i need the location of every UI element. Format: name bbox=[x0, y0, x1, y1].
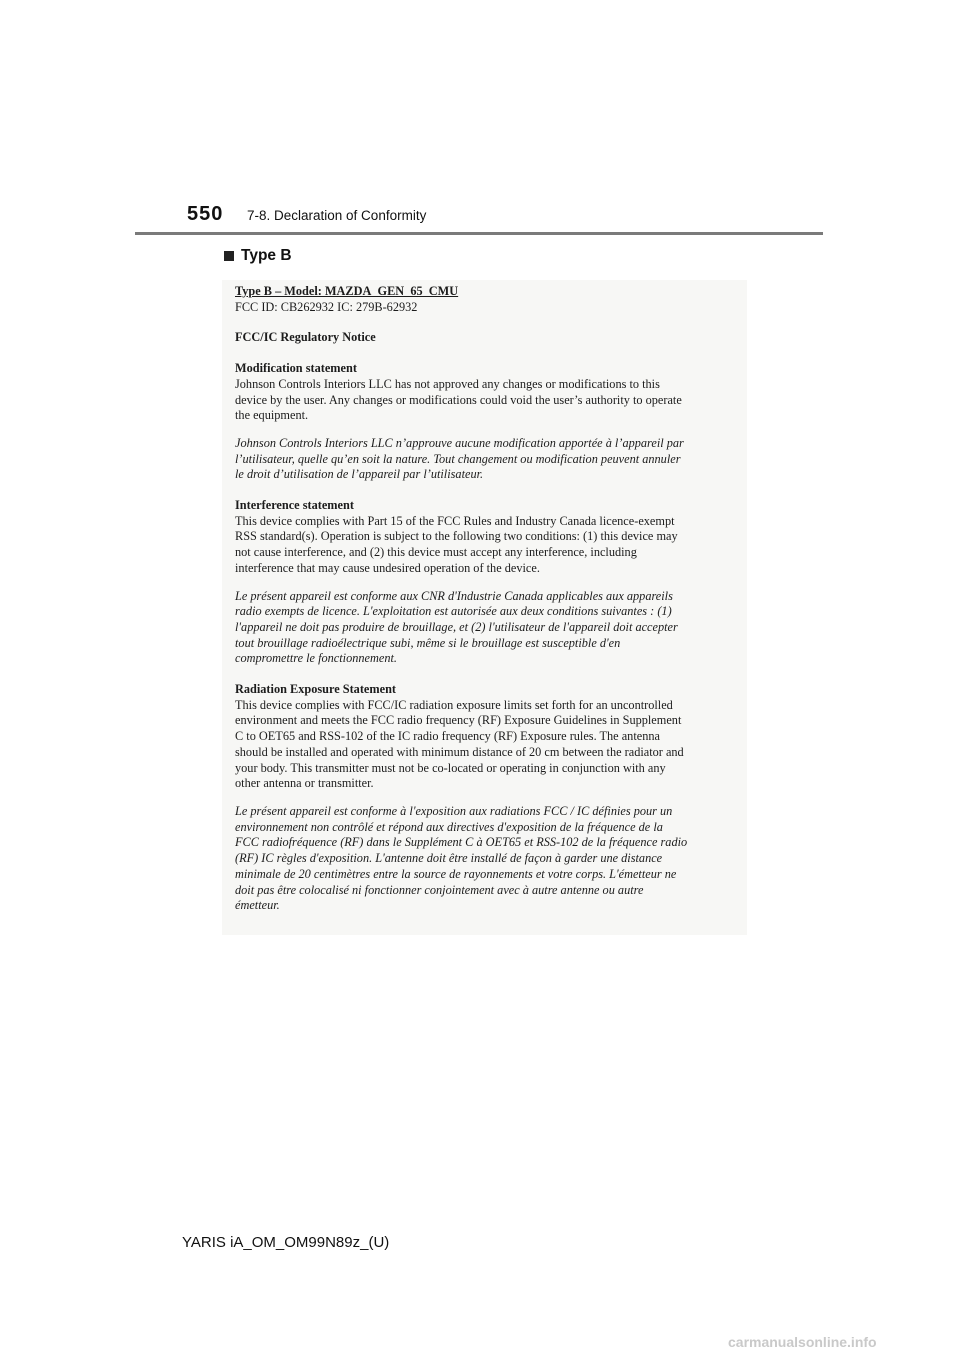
sub-heading bbox=[224, 247, 292, 265]
radiation-fr-line: FCC radiofréquence (RF) dans le Supplément C à OET65 et RSS-102 de la fréquence radio bbox=[235, 835, 688, 850]
black-square-icon bbox=[224, 251, 234, 261]
radiation-fr-line: environnement non contrôlé et répond aux directives d'exposition de la fréquence de la bbox=[235, 819, 663, 834]
modification-en-line: the equipment. bbox=[235, 408, 309, 423]
radiation-en-line: should be installed and operated with minimum distance of 20 cm between the radiator and bbox=[235, 744, 684, 759]
section-title: 7-8. Declaration of Conformity bbox=[247, 208, 427, 223]
modification-fr-line: Johnson Controls Interiors LLC n’approuve aucune modification apportée à l’appareil par bbox=[235, 435, 684, 450]
radiation-en-line: other antenna or transmitter. bbox=[235, 776, 374, 791]
watermark: carmanualsonline.info bbox=[728, 1334, 877, 1350]
modification-en-line: device by the user. Any changes or modifications could void the user’s authority to operate bbox=[235, 392, 682, 407]
interference-fr-line: Le présent appareil est conforme aux CNR d'Industrie Canada applicables aux appareils bbox=[235, 588, 673, 603]
fcc-id-line: FCC ID: CB262932 IC: 279B-62932 bbox=[235, 299, 418, 314]
modification-heading: Modification statement bbox=[235, 361, 357, 376]
radiation-fr-line: Le présent appareil est conforme à l'exposition aux radiations FCC / IC définies pour un bbox=[235, 803, 673, 818]
interference-en-line: interference that may cause undesired operation of the device. bbox=[235, 560, 540, 575]
radiation-fr-line: doit pas être colocalisé ni fonctionner conjointement avec à autre antenne ou autre bbox=[235, 882, 644, 897]
radiation-en-line: your body. This transmitter must not be co-located or operating in conjunction with any bbox=[235, 760, 666, 775]
interference-en-line: RSS standard(s). Operation is subject to the following two conditions: (1) this device may bbox=[235, 529, 678, 544]
interference-fr-line: l'appareil ne doit pas produire de brouillage, et (2) l'utilisateur de l'appareil doit accepter bbox=[235, 619, 678, 634]
radiation-fr-line: (RF) IC règles d'exposition. L'antenne doit être installé de façon à garder une distance bbox=[235, 851, 663, 866]
interference-fr-line: tout brouillage radioélectrique subi, même si le brouillage est susceptible d'en bbox=[235, 635, 621, 650]
manual-code: YARIS iA_OM_OM99N89z_(U) bbox=[182, 1234, 390, 1251]
radiation-heading: Radiation Exposure Statement bbox=[235, 682, 397, 697]
radiation-en-line: environment and meets the FCC radio frequency (RF) Exposure Guidelines in Supplement bbox=[235, 713, 682, 728]
model-line: Type B – Model: MAZDA_GEN_65_CMU bbox=[235, 284, 459, 298]
sub-heading-label: Type B bbox=[241, 247, 292, 264]
interference-en-line: This device complies with Part 15 of the FCC Rules and Industry Canada licence-exempt bbox=[235, 513, 675, 528]
radiation-en-line: This device complies with FCC/IC radiation exposure limits set forth for an uncontrolled bbox=[235, 697, 673, 712]
interference-fr-line: radio exempts de licence. L'exploitation est autorisée aux deux conditions suivantes : (1) bbox=[235, 604, 672, 619]
modification-fr-line: le droit d’utilisation de l’appareil par l’utilisateur. bbox=[235, 467, 484, 482]
page-number: 550 bbox=[187, 203, 224, 225]
interference-fr-line: compromettre le fonctionnement. bbox=[235, 651, 397, 666]
modification-fr-line: l’utilisateur, quelle qu’en soit la nature. Tout changement ou modification peuvent annuler bbox=[235, 451, 681, 466]
modification-en-line: Johnson Controls Interiors LLC has not approved any changes or modifications to this bbox=[235, 376, 660, 391]
declaration-scan bbox=[222, 280, 747, 935]
header-divider bbox=[135, 232, 823, 235]
interference-heading: Interference statement bbox=[235, 498, 354, 513]
interference-en-line: not cause interference, and (2) this device must accept any interference, including bbox=[235, 545, 637, 560]
radiation-en-line: C to OET65 and RSS-102 of the IC radio frequency (RF) Exposure rules. The antenna bbox=[235, 729, 660, 744]
radiation-fr-line: minimale de 20 centimètres entre la source de rayonnements et votre corps. L'émetteur ne bbox=[235, 866, 677, 881]
notice-heading: FCC/IC Regulatory Notice bbox=[235, 330, 376, 345]
radiation-fr-line: émetteur. bbox=[235, 898, 280, 913]
